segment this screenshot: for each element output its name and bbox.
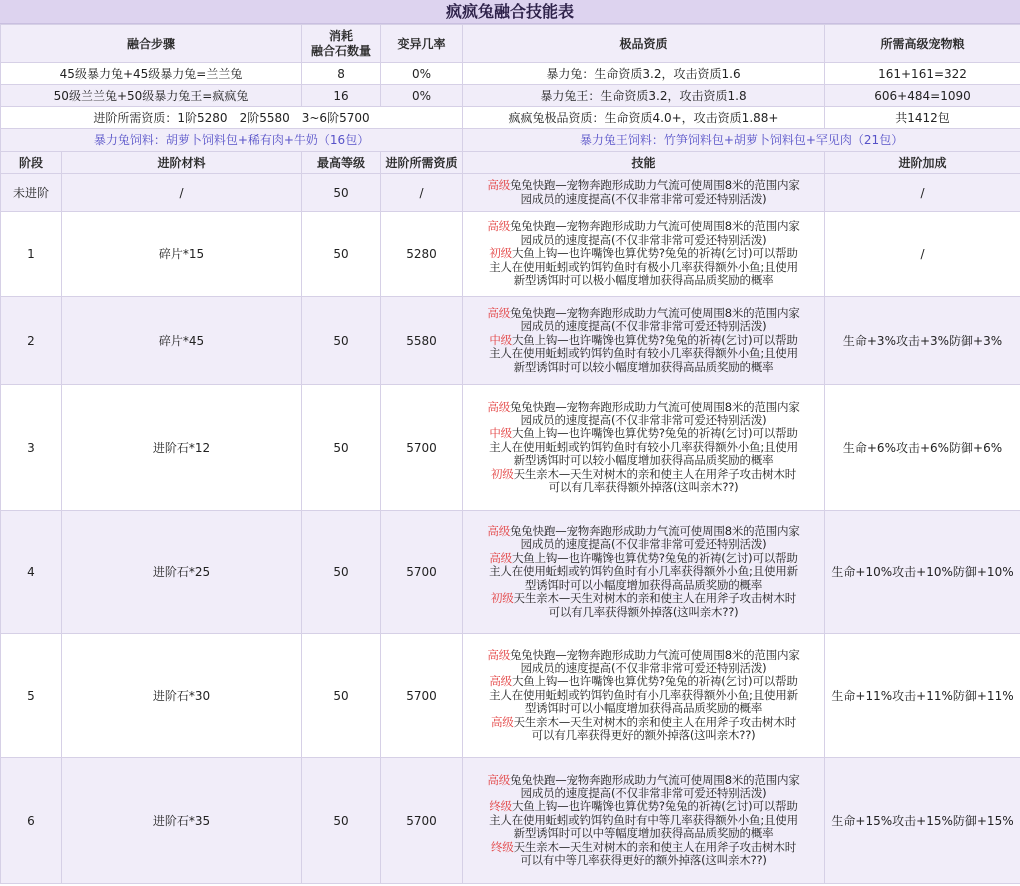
- skill-line: [466, 814, 821, 827]
- skill-text: 天生亲木—天生对树木的亲和使主人在用斧子攻击树木时: [513, 714, 797, 729]
- skill-level-tag: 高级: [487, 305, 510, 320]
- skill-text: 大鱼上钩—也许嘴馋也算优势?兔兔的祈祷(乞讨)可以帮助: [511, 246, 798, 261]
- skill-text: 新型诱饵时可以中等幅度增加获得高品质奖励的概率: [513, 826, 774, 841]
- skill-line: [466, 320, 821, 333]
- stage-material: 碎片*45: [62, 297, 302, 385]
- skill-level-tag: 初级: [490, 466, 514, 481]
- stage-quality: 5700: [381, 634, 463, 758]
- skill-line: [466, 525, 821, 538]
- skill-text: 兔兔快跑—宠物奔跑形成助力气流可使周围8米的范围内家: [510, 178, 800, 193]
- stage-max-level: 50: [302, 385, 381, 511]
- skill-text: 主人在使用蚯蚓或钓饵钓鱼时有小几率获得额外小鱼;且使用新: [489, 687, 798, 702]
- fusion-header-row: [1, 25, 1020, 63]
- col-food: 所需高级宠物粮: [825, 25, 1020, 63]
- table-row: [1, 85, 1020, 107]
- skill-line: [466, 841, 821, 854]
- skill-text: 天生亲木—天生对树木的亲和使主人在用斧子攻击树木时: [513, 839, 797, 854]
- skill-text: 天生亲木—天生对树木的亲和使主人在用斧子攻击树木时: [513, 466, 797, 481]
- stage-quality: 5700: [381, 758, 463, 884]
- skill-line: [466, 689, 821, 702]
- fusion-table: [0, 24, 1020, 884]
- col-stone-count: 消耗 融合石数量: [302, 25, 381, 63]
- skill-line: [466, 606, 821, 619]
- skill-line: [466, 261, 821, 274]
- stage-number: 未进阶: [1, 174, 62, 212]
- skill-text: 园成员的速度提高(不仅非常非常可爱还特别活泼): [520, 660, 767, 675]
- skill-line: [466, 854, 821, 867]
- skill-text: 天生亲木—天生对树木的亲和使主人在用斧子攻击树木时: [513, 591, 797, 606]
- skill-level-tag: 高级: [489, 674, 512, 689]
- skill-line: [466, 565, 821, 578]
- skill-line: [466, 552, 821, 565]
- skill-text: 兔兔快跑—宠物奔跑形成助力气流可使周围8米的范围内家: [510, 647, 800, 662]
- skill-line: [466, 716, 821, 729]
- feed-row: [1, 129, 1020, 152]
- skill-text: 兔兔快跑—宠物奔跑形成助力气流可使周围8米的范围内家: [510, 772, 800, 787]
- skill-line: [466, 234, 821, 247]
- skill-line: [466, 454, 821, 467]
- skill-text: 园成员的速度提高(不仅非常非常可爱还特别活泼): [520, 537, 767, 552]
- skill-level-tag: 高级: [489, 550, 512, 565]
- skill-level-tag: 终级: [489, 799, 512, 814]
- skill-text: 主人在使用蚯蚓或钓饵钓鱼时有较小几率获得额外小鱼;且使用: [489, 439, 798, 454]
- skill-text: 园成员的速度提高(不仅非常非常可爱还特别活泼): [520, 319, 767, 334]
- stage-skill: [463, 511, 825, 634]
- table-row: [1, 758, 1020, 884]
- rabbit-feed: 暴力兔饲料：胡萝卜饲料包+稀有肉+牛奶（16包）: [1, 129, 463, 152]
- stage-material: 进阶石*12: [62, 385, 302, 511]
- skill-text: 主人在使用蚯蚓或钓饵钓鱼时有中等几率获得额外小鱼;且使用: [489, 812, 798, 827]
- skill-text: 园成员的速度提高(不仅非常非常可爱还特别活泼): [520, 232, 767, 247]
- col-bonus: 进阶加成: [825, 152, 1020, 174]
- col-skill: 技能: [463, 152, 825, 174]
- stage-bonus: /: [825, 174, 1020, 212]
- stage-number: 6: [1, 758, 62, 884]
- skill-level-tag: 高级: [487, 399, 510, 414]
- skill-text: 兔兔快跑—宠物奔跑形成助力气流可使周围8米的范围内家: [510, 524, 800, 539]
- skill-text: 可以有几率获得额外掉落(这叫亲木??): [548, 480, 739, 495]
- skill-text: 主人在使用蚯蚓或钓饵钓鱼时有较小几率获得额外小鱼;且使用: [489, 346, 798, 361]
- fusion-step: 45级暴力兔+45级暴力兔=兰兰兔: [1, 63, 302, 85]
- skill-line: [466, 729, 821, 742]
- skill-line: [466, 774, 821, 787]
- table-row: [1, 212, 1020, 297]
- stage-quality: 5700: [381, 385, 463, 511]
- mutation-rate: 0%: [381, 63, 463, 85]
- skill-line: [466, 274, 821, 287]
- stage-skill: [463, 174, 825, 212]
- table-row: [1, 385, 1020, 511]
- stage-max-level: 50: [302, 758, 381, 884]
- stage-skill: [463, 212, 825, 297]
- stage-material: /: [62, 174, 302, 212]
- skill-level-tag: 终级: [490, 839, 514, 854]
- table-row: [1, 297, 1020, 385]
- col-stage: 阶段: [1, 152, 62, 174]
- skill-level-tag: 高级: [490, 714, 514, 729]
- skill-line: [466, 649, 821, 662]
- stage-quality: /: [381, 174, 463, 212]
- skill-level-tag: 中级: [489, 332, 512, 347]
- skill-line: [466, 179, 821, 192]
- skill-line: [466, 441, 821, 454]
- skill-text: 大鱼上钩—也许嘴馋也算优势?兔兔的祈祷(乞讨)可以帮助: [511, 426, 798, 441]
- top-quality: 暴力兔王：生命资质3.2，攻击资质1.8: [463, 85, 825, 107]
- skill-text: 园成员的速度提高(不仅非常非常可爱还特别活泼): [520, 191, 767, 206]
- skill-text: 主人在使用蚯蚓或钓饵钓鱼时有极小几率获得额外小鱼;且使用: [489, 259, 798, 274]
- skill-line: [466, 800, 821, 813]
- skill-line: [466, 702, 821, 715]
- crazy-rabbit-top-quality: 疯疯兔极品资质：生命资质4.0+，攻击资质1.88+: [463, 107, 825, 129]
- table-title: 疯疯兔融合技能表: [0, 0, 1020, 24]
- skill-line: [466, 220, 821, 233]
- stage-bonus: 生命+10%攻击+10%防御+10%: [825, 511, 1020, 634]
- mutation-rate: 0%: [381, 85, 463, 107]
- skill-level-tag: 初级: [490, 591, 514, 606]
- skill-text: 型诱饵时可以小幅度增加获得高品质奖励的概率: [524, 701, 763, 716]
- skill-line: [466, 414, 821, 427]
- stage-max-level: 50: [302, 297, 381, 385]
- skill-line: [466, 247, 821, 260]
- stage-quality: 5280: [381, 212, 463, 297]
- table-row: [1, 174, 1020, 212]
- stage-number: 5: [1, 634, 62, 758]
- skill-line: [466, 538, 821, 551]
- skill-text: 兔兔快跑—宠物奔跑形成助力气流可使周围8米的范围内家: [510, 399, 800, 414]
- skill-text: 主人在使用蚯蚓或钓饵钓鱼时有小几率获得额外小鱼;且使用新: [489, 564, 798, 579]
- skill-text: 可以有几率获得更好的额外掉落(这叫亲木??): [531, 728, 756, 743]
- food-total: 共1412包: [825, 107, 1020, 129]
- stage-number: 3: [1, 385, 62, 511]
- skill-text: 型诱饵时可以小幅度增加获得高品质奖励的概率: [524, 577, 763, 592]
- skill-level-tag: 初级: [489, 246, 512, 261]
- skill-text: 可以有中等几率获得更好的额外掉落(这叫亲木??): [520, 853, 767, 868]
- stage-rows: [1, 174, 1020, 884]
- stage-material: 进阶石*25: [62, 511, 302, 634]
- skill-text: 大鱼上钩—也许嘴馋也算优势?兔兔的祈祷(乞讨)可以帮助: [511, 550, 798, 565]
- skill-text: 新型诱饵时可以较小幅度增加获得高品质奖励的概率: [513, 453, 774, 468]
- stage-max-level: 50: [302, 634, 381, 758]
- stage-max-level: 50: [302, 212, 381, 297]
- stage-max-level: 50: [302, 511, 381, 634]
- skill-level-tag: 高级: [487, 219, 510, 234]
- stone-count: 8: [302, 63, 381, 85]
- col-max-level: 最高等级: [302, 152, 381, 174]
- skill-line: [466, 401, 821, 414]
- skill-line: [466, 468, 821, 481]
- stage-material: 进阶石*35: [62, 758, 302, 884]
- stage-skill: [463, 634, 825, 758]
- food-count: 161+161=322: [825, 63, 1020, 85]
- skill-text: 兔兔快跑—宠物奔跑形成助力气流可使周围8米的范围内家: [510, 219, 800, 234]
- col-top-quality: 极品资质: [463, 25, 825, 63]
- stage-bonus: 生命+6%攻击+6%防御+6%: [825, 385, 1020, 511]
- table-row: [1, 634, 1020, 758]
- skill-line: [466, 675, 821, 688]
- fusion-step: 50级兰兰兔+50级暴力兔王=疯疯兔: [1, 85, 302, 107]
- rabbit-king-feed: 暴力兔王饲料：竹笋饲料包+胡萝卜饲料包+罕见肉（21包）: [463, 129, 1020, 152]
- skill-line: [466, 361, 821, 374]
- stage-number: 2: [1, 297, 62, 385]
- skill-text: 大鱼上钩—也许嘴馋也算优势?兔兔的祈祷(乞讨)可以帮助: [511, 674, 798, 689]
- stage-header-row: [1, 152, 1020, 174]
- skill-text: 大鱼上钩—也许嘴馋也算优势?兔兔的祈祷(乞讨)可以帮助: [511, 799, 798, 814]
- skill-text: 可以有几率获得额外掉落(这叫亲木??): [548, 604, 739, 619]
- advance-quality-row: [1, 107, 1020, 129]
- skill-line: [466, 347, 821, 360]
- stage-quality: 5700: [381, 511, 463, 634]
- skill-line: [466, 427, 821, 440]
- advance-quality-req: 进阶所需资质：1阶5280 2阶5580 3~6阶5700: [1, 107, 463, 129]
- stage-material: 碎片*15: [62, 212, 302, 297]
- food-count: 606+484=1090: [825, 85, 1020, 107]
- stage-number: 4: [1, 511, 62, 634]
- stage-material: 进阶石*30: [62, 634, 302, 758]
- stage-skill: [463, 297, 825, 385]
- skill-text: 园成员的速度提高(不仅非常非常可爱还特别活泼): [520, 785, 767, 800]
- col-material: 进阶材料: [62, 152, 302, 174]
- skill-level-tag: 高级: [487, 524, 510, 539]
- col-fusion-step: 融合步骤: [1, 25, 302, 63]
- stage-bonus: 生命+11%攻击+11%防御+11%: [825, 634, 1020, 758]
- skill-line: [466, 193, 821, 206]
- stage-bonus: 生命+3%攻击+3%防御+3%: [825, 297, 1020, 385]
- skill-level-tag: 高级: [487, 647, 510, 662]
- stage-bonus: 生命+15%攻击+15%防御+15%: [825, 758, 1020, 884]
- skill-line: [466, 307, 821, 320]
- stage-skill: [463, 385, 825, 511]
- skill-line: [466, 827, 821, 840]
- skill-line: [466, 662, 821, 675]
- top-quality: 暴力兔：生命资质3.2，攻击资质1.6: [463, 63, 825, 85]
- stage-number: 1: [1, 212, 62, 297]
- skill-text: 新型诱饵时可以较小幅度增加获得高品质奖励的概率: [513, 359, 774, 374]
- stage-max-level: 50: [302, 174, 381, 212]
- skill-line: [466, 592, 821, 605]
- skill-text: 园成员的速度提高(不仅非常非常可爱还特别活泼): [520, 412, 767, 427]
- skill-level-tag: 高级: [487, 178, 510, 193]
- stage-bonus: /: [825, 212, 1020, 297]
- skill-line: [466, 481, 821, 494]
- skill-line: [466, 334, 821, 347]
- skill-line: [466, 579, 821, 592]
- stone-count: 16: [302, 85, 381, 107]
- skill-level-tag: 高级: [487, 772, 510, 787]
- stage-skill: [463, 758, 825, 884]
- skill-line: [466, 787, 821, 800]
- skill-text: 兔兔快跑—宠物奔跑形成助力气流可使周围8米的范围内家: [510, 305, 800, 320]
- skill-text: 大鱼上钩—也许嘴馋也算优势?兔兔的祈祷(乞讨)可以帮助: [511, 332, 798, 347]
- skill-text: 新型诱饵时可以极小幅度增加获得高品质奖励的概率: [513, 273, 774, 288]
- col-mutation-rate: 变异几率: [381, 25, 463, 63]
- skill-level-tag: 中级: [489, 426, 512, 441]
- col-advance-quality: 进阶所需资质: [381, 152, 463, 174]
- table-row: [1, 511, 1020, 634]
- stage-quality: 5580: [381, 297, 463, 385]
- table-row: [1, 63, 1020, 85]
